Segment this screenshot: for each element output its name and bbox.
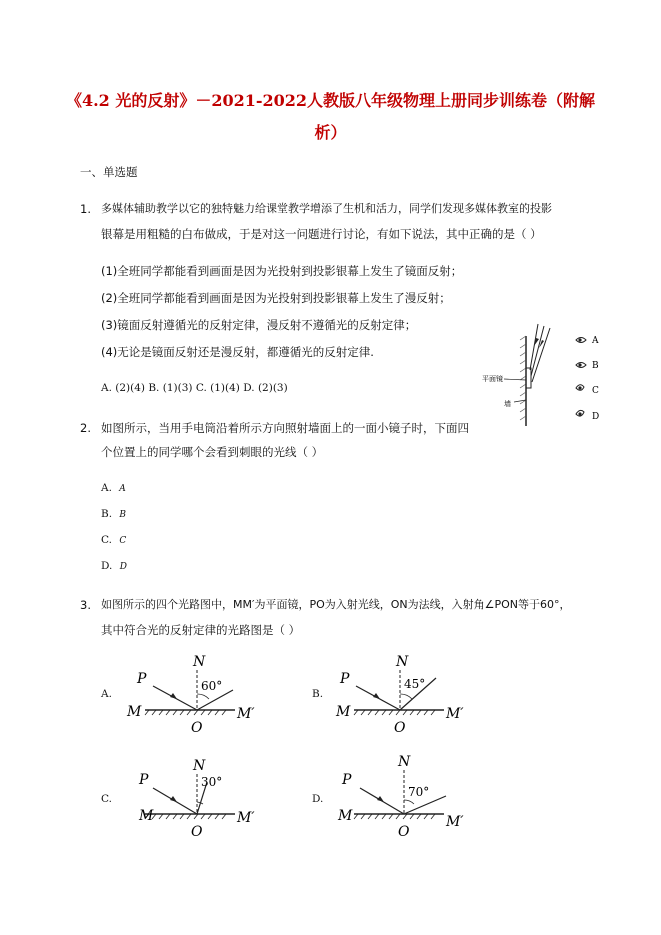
q2-option-a [101,482,126,494]
label-o: O [398,824,410,840]
q3-option-b-letter: B. [312,688,324,700]
q2-number: 2. [80,421,91,435]
q2-option-b [101,508,126,520]
q3-number: 3. [80,598,91,612]
option-letter: B. [101,508,113,520]
label-p: P [340,671,350,687]
position-c-label: C [592,386,599,396]
angle-label: 30° [201,775,223,789]
wall-label: 墙 [504,400,511,408]
q1-number: 1. [80,202,91,216]
q1-statement-3: (3)镜面反射遵循光的反射定律，漫反射不遵循光的反射定律； [101,318,417,332]
section-heading: 一、单选题 [80,165,138,179]
option-value: A [119,484,126,494]
q3-option-d-letter: D. [312,793,324,805]
q3-diagram-d [334,752,494,842]
label-n: N [398,754,411,770]
q1-stem-line2: 银幕是用粗糙的白布做成，于是对这一问题进行讨论，有如下说法，其中正确的是（ ） [101,227,542,241]
label-m-prime: M′ [237,810,255,826]
q3-stem-line1: 如图所示的四个光路图中，MM′为平面镜，PO为入射光线，ON为法线，入射角∠PON等于60°， [101,598,571,611]
label-m: M [127,704,142,720]
position-b-label: B [592,361,599,371]
page-title: 《4.2 光的反射》－2021-2022人教版八年级物理上册同步训练卷（附解 [65,91,596,110]
q2-option-d [101,560,127,572]
page-title-cont: 析） [314,123,347,142]
label-o: O [191,720,203,736]
label-p: P [342,772,352,788]
label-o: O [191,824,203,840]
q1-stem-line1: 多媒体辅助教学以它的独特魅力给课堂教学增添了生机和活力，同学们发现多媒体教室的投影 [101,202,552,215]
q2-option-c [101,534,126,546]
q3-option-c-letter: C. [101,793,112,805]
q3-diagram-c [125,752,285,842]
label-m-prime: M′ [446,814,464,830]
angle-label: 45° [404,677,426,691]
angle-label: 60° [201,679,223,693]
q2-stem-line2: 个位置上的同学哪个会看到刺眼的光线（ ） [101,445,324,459]
label-m: M [336,704,351,720]
option-letter: A. [101,482,112,494]
label-n: N [396,654,409,670]
q1-options: A. (2)(4) B. (1)(3) C. (1)(4) D. (2)(3) [101,382,288,394]
label-n: N [193,758,206,774]
q3-stem-line2: 其中符合光的反射定律的光路图是（ ） [101,623,301,637]
option-letter: C. [101,534,112,546]
eye-icon [576,385,584,391]
angle-label: 70° [408,785,430,799]
option-value: C [119,536,127,546]
q1-statement-2: (2)全班同学都能看到画面是因为光投射到投影银幕上发生了漫反射； [101,291,451,305]
label-m-prime: M′ [237,706,255,722]
label-n: N [193,654,206,670]
q3-diagram-b [334,648,494,738]
option-letter: D. [101,560,113,572]
eye-icon [576,338,586,343]
label-m: M [139,808,154,824]
position-d-label: D [592,412,600,422]
q3-option-a-letter: A. [101,688,112,700]
q2-stem-line1: 如图所示，当用手电筒沿着所示方向照射墙面上的一面小镜子时，下面四 [101,421,469,435]
q1-statement-1: (1)全班同学都能看到画面是因为光投射到投影银幕上发生了镜面反射； [101,264,463,278]
q1-statement-4: (4)无论是镜面反射还是漫反射，都遵循光的反射定律. [101,345,374,359]
eye-icon [576,363,586,368]
label-p: P [139,772,149,788]
option-value: D [119,562,127,572]
label-p: P [137,671,147,687]
label-o: O [394,720,406,736]
eye-icon [576,410,584,416]
label-m: M [338,808,353,824]
mirror-label: 平面镜 [482,375,503,383]
label-m-prime: M′ [446,706,464,722]
q3-diagram-a [125,648,285,738]
option-value: B [119,510,127,520]
q1-mirror-figure [476,318,606,430]
position-a-label: A [592,336,599,346]
